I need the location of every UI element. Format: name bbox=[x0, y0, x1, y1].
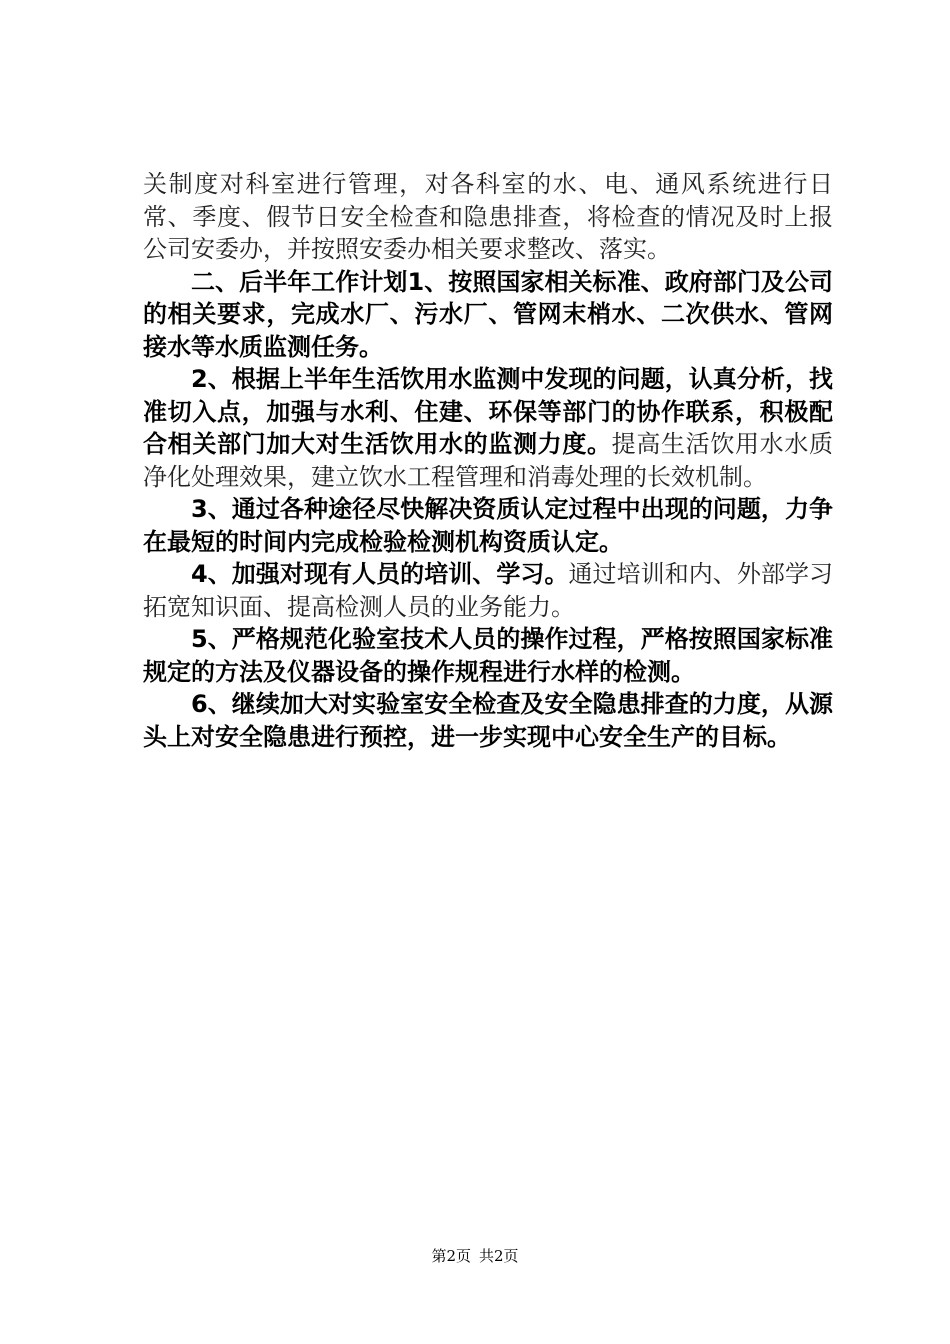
paragraph-plan-item-4 bbox=[143, 558, 833, 623]
paragraph-plan-item-2 bbox=[143, 363, 833, 493]
paragraph-plan-item-5 bbox=[143, 623, 833, 688]
paragraph-text: 4、加强对现有人员的培训、学习。 bbox=[191, 560, 569, 588]
paragraph-text: 二、后半年工作计划1、按照国家相关标准、政府部门及公司的相关要求，完成水厂、污水厂、管网末梢水、二次供水、管网接水等水质监测任务。 bbox=[143, 267, 833, 361]
paragraph-plan-item-6 bbox=[143, 688, 833, 753]
page-footer bbox=[0, 1245, 950, 1266]
page-total: 共2页 bbox=[479, 1247, 519, 1265]
paragraph-text: 3、通过各种途径尽快解决资质认定过程中出现的问题，力争在最短的时间内完成检验检测机构资质认定。 bbox=[143, 495, 833, 556]
paragraph-text: 2、根据上半年生活饮用水监测中发现的问题，认真分析，找准切入点，加强与水利、住建、环保等部门的协作联系，积极配合相关部门加大对生活饮用水的监测力度。 bbox=[143, 365, 833, 458]
paragraph-text: 关制度对科室进行管理，对各科室的水、电、通风系统进行日常、季度、假节日安全检查和隐患排查，将检查的情况及时上报公司安委办，并按照安委办相关要求整改、落实。 bbox=[143, 170, 833, 263]
paragraph-text: 5、严格规范化验室技术人员的操作过程，严格按照国家标准规定的方法及仪器设备的操作规程进行水样的检测。 bbox=[143, 625, 833, 686]
paragraph-text: 6、继续加大对实验室安全检查及安全隐患排查的力度，从源头上对安全隐患进行预控，进一步实现中心安全生产的目标。 bbox=[143, 690, 833, 751]
page-number: 第2页 bbox=[431, 1247, 471, 1265]
paragraph-text: 通过培训和内、外部学习拓宽知识面、提高检测人员的业务能力。 bbox=[143, 560, 833, 621]
paragraph-safety-management bbox=[143, 168, 833, 266]
paragraph-text: 提高生活饮用水水质净化处理效果，建立饮水工程管理和消毒处理的长效机制。 bbox=[143, 430, 834, 491]
document-body bbox=[143, 168, 833, 753]
paragraph-plan-item-3 bbox=[143, 493, 833, 558]
paragraph-second-half-plan bbox=[143, 266, 833, 364]
